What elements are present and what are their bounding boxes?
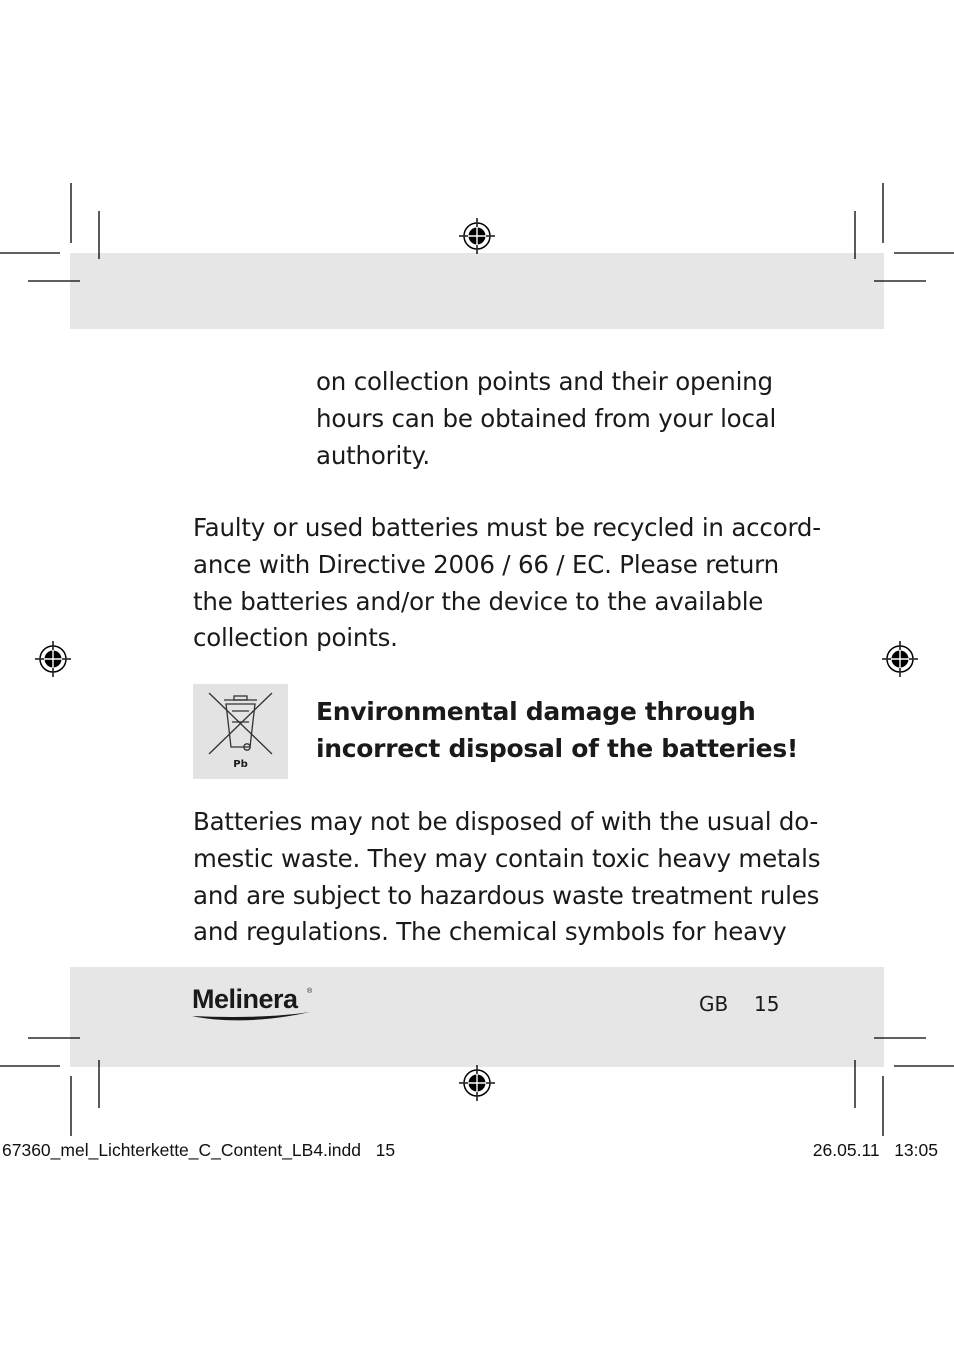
pb-label: Pb — [233, 759, 248, 770]
paragraph-line: the batteries and/or the device to the available — [193, 586, 764, 616]
language-code: GB — [699, 992, 729, 1016]
registration-mark-bottom — [459, 1065, 495, 1101]
registered-mark: ® — [307, 988, 313, 995]
melinera-logo — [190, 982, 322, 1026]
warning-heading-line: Environmental damage through — [316, 697, 756, 726]
disposal-paragraph — [193, 804, 820, 951]
recycling-paragraph — [193, 510, 821, 657]
paragraph-line: collection points. — [193, 623, 398, 653]
paragraph-line: hours can be obtained from your local — [316, 403, 777, 433]
paragraph-line: and regulations. The chemical symbols for heavy — [193, 917, 787, 947]
page-number: 15 — [754, 992, 780, 1016]
paragraph-line: Faulty or used batteries must be recycled in accord- — [193, 513, 821, 542]
warning-heading-line: incorrect disposal of the batteries! — [316, 734, 799, 763]
paragraph-line: authority. — [316, 440, 430, 470]
registration-mark-right — [882, 641, 918, 677]
paragraph-line: mestic waste. They may contain toxic heavy metals — [193, 843, 821, 873]
print-slug-file: 67360_mel_Lichterkette_C_Content_LB4.indd 15 — [2, 1140, 396, 1160]
registration-mark-top — [459, 218, 495, 254]
warning-heading — [316, 693, 798, 767]
paragraph-line: ance with Directive 2006 / 66 / EC. Please return — [193, 549, 779, 579]
brand-name: Melinera — [192, 984, 298, 1014]
paragraph-line: Batteries may not be disposed of with the usual do- — [193, 807, 819, 836]
wheelie-bin-symbol-box — [193, 684, 288, 779]
registration-mark-left — [35, 641, 71, 677]
paragraph-line: on collection points and their opening — [316, 367, 773, 396]
collection-info-paragraph — [316, 364, 776, 474]
print-slug-date: 26.05.11 13:05 — [812, 1140, 938, 1160]
paragraph-line: and are subject to hazardous waste treatment rules — [193, 880, 820, 910]
